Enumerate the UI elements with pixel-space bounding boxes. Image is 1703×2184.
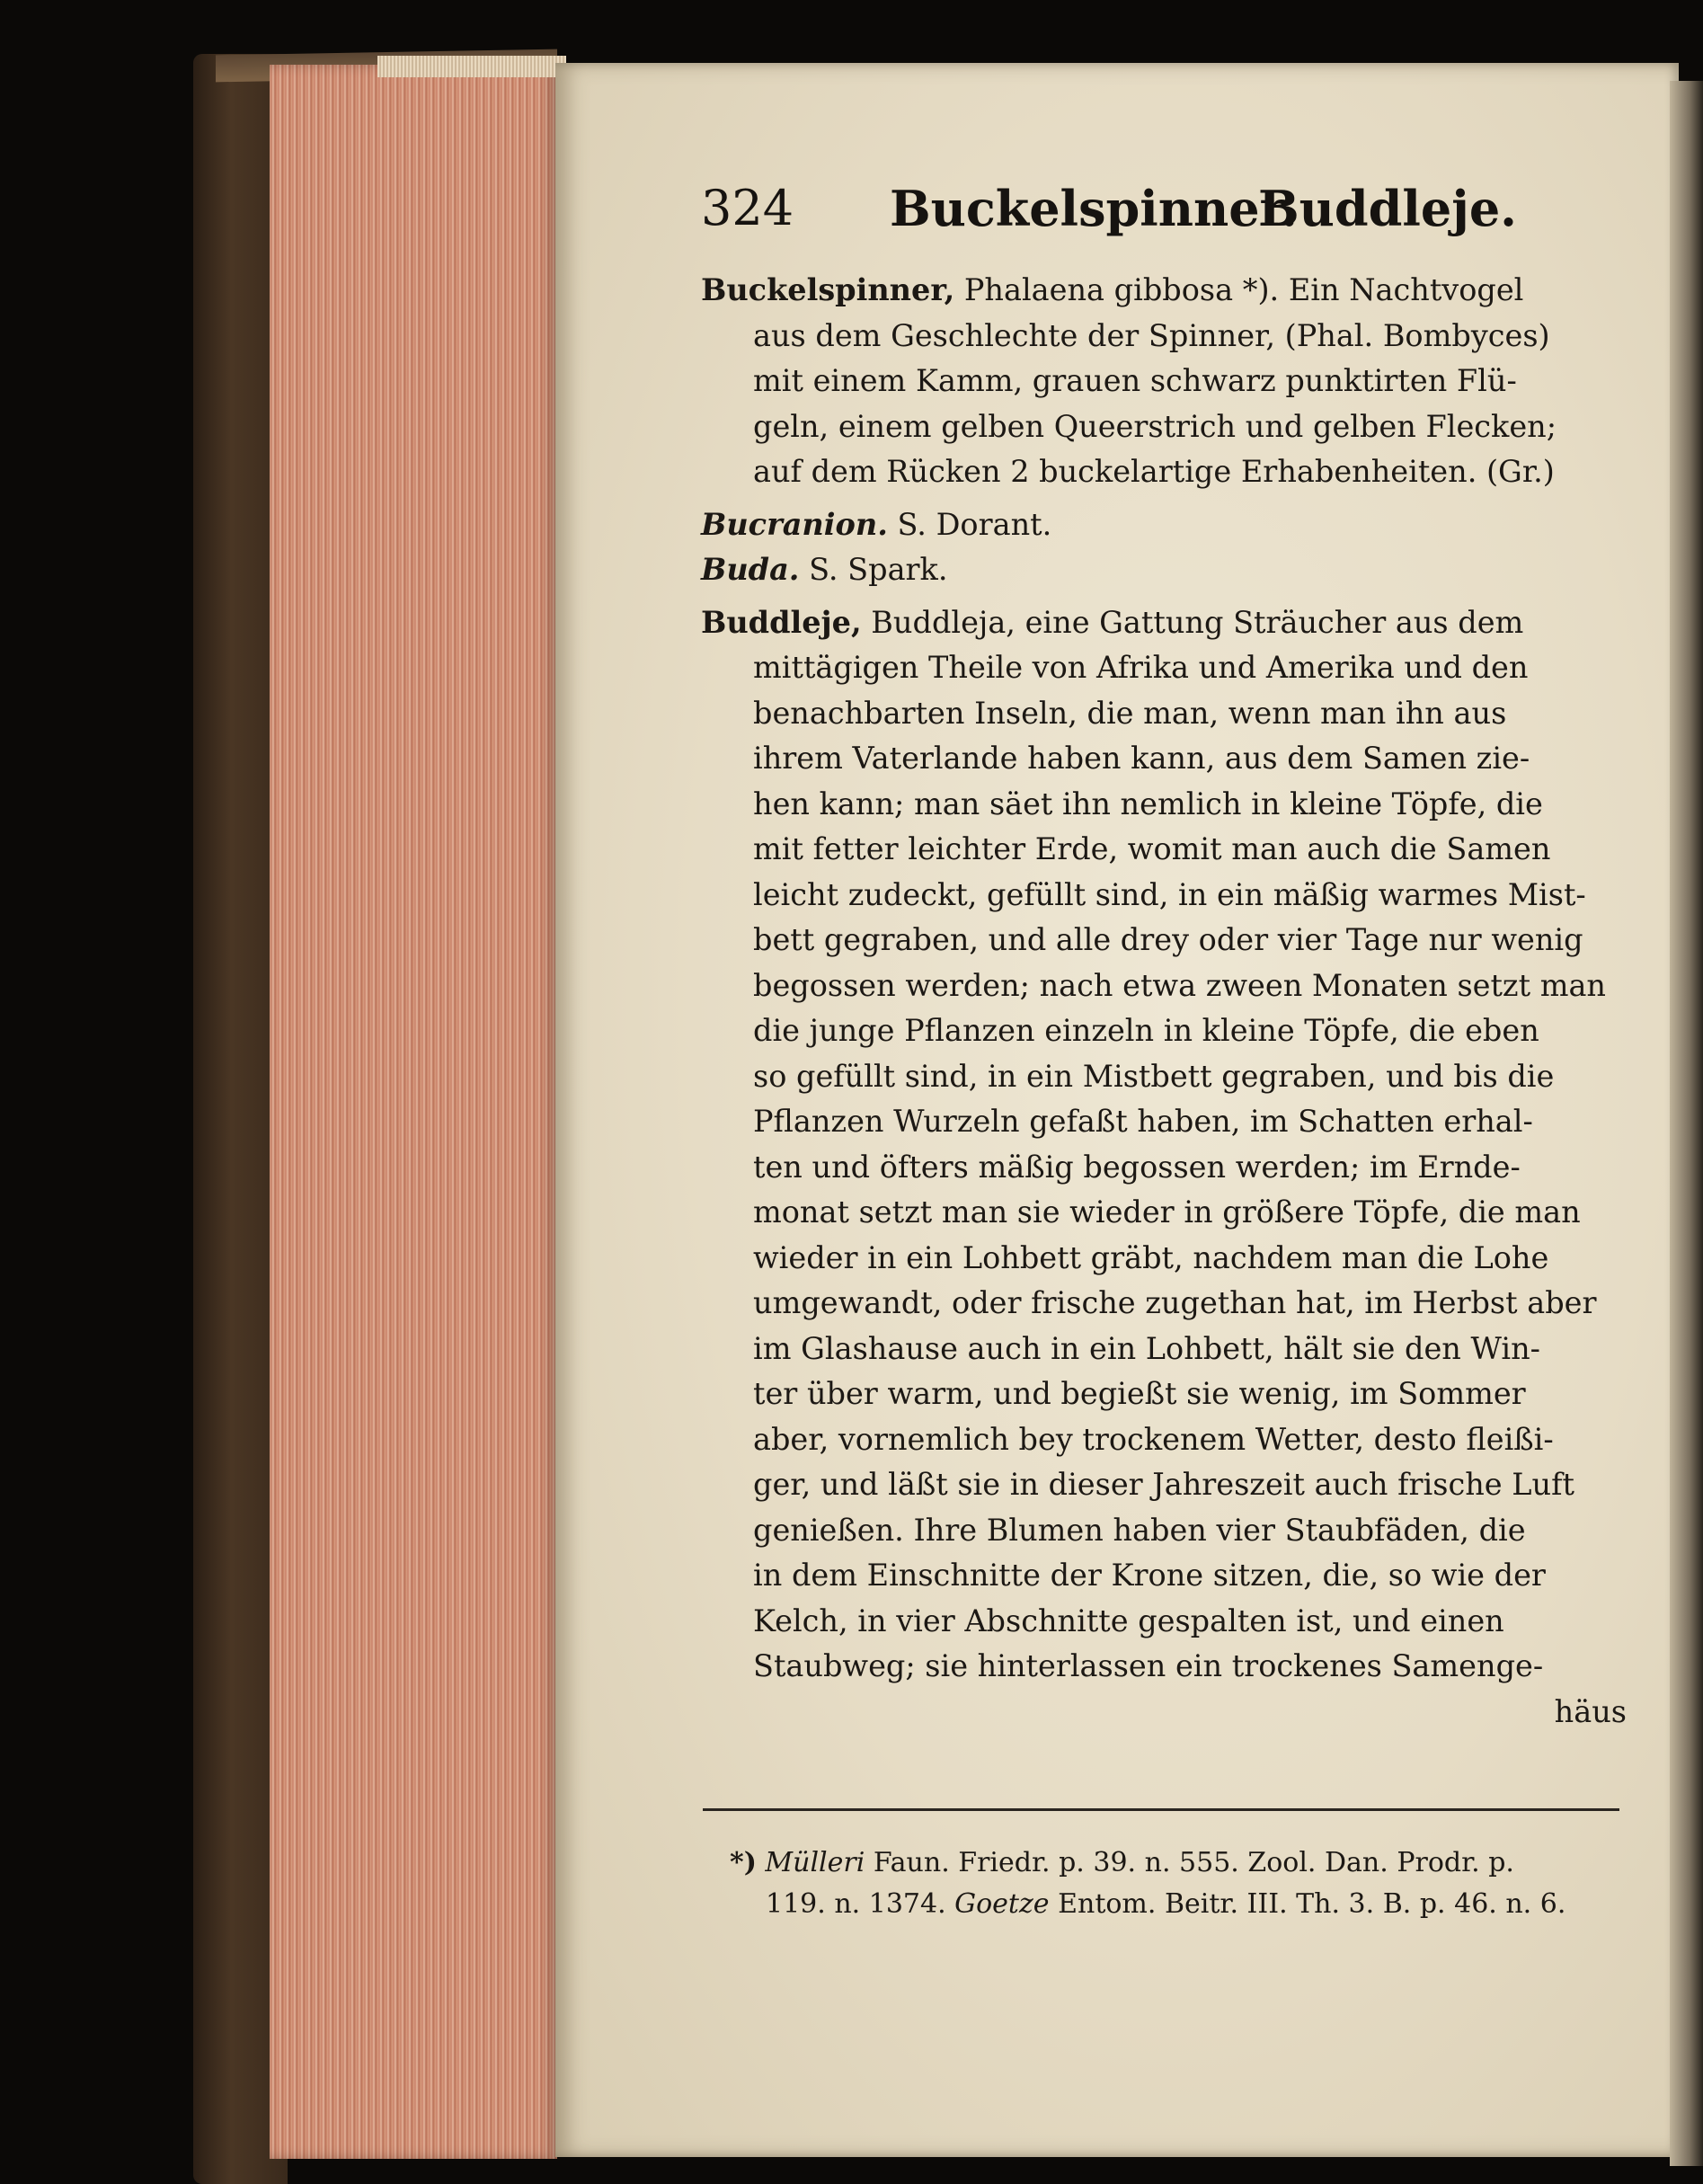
cross-reference: S. Spark.: [799, 552, 948, 587]
page-number: 324: [701, 180, 794, 236]
footnote: [730, 1842, 1628, 1925]
entry-text-line: Pflanzen Wurzeln gefaßt haben, im Schatten erhal-: [753, 1104, 1533, 1139]
entry-text-line: Kelch, in vier Abschnitte gespalten ist, und einen: [753, 1602, 1504, 1638]
entry-text-line: ten und öfters mäßig begossen werden; im Ernde-: [753, 1149, 1521, 1185]
entry-text-line: monat setzt man sie wieder in größere Töpfe, die man: [753, 1194, 1581, 1230]
entry-text-line: genießen. Ihre Blumen haben vier Staubfäden, die: [753, 1512, 1526, 1548]
entry-text-line: ger, und läßt sie in dieser Jahreszeit auch frische Luft: [753, 1467, 1574, 1502]
entry-text-line: geln, einem gelben Queerstrich und gelben Flecken;: [753, 408, 1557, 444]
entry-buddleje-line-1: [701, 600, 1627, 646]
entry-text-line: aus dem Geschlechte der Spinner, (Phal. Bombyces): [753, 317, 1550, 353]
footnote-author: Mülleri: [756, 1847, 865, 1878]
entry-text-line: bett gegraben, und alle drey oder vier Tage nur wenig: [753, 922, 1583, 957]
entry-buda: [701, 547, 1627, 593]
running-head-left: Buckelspinner.: [890, 180, 1298, 237]
entry-text-line: mittägigen Theile von Afrika und Amerika und den: [753, 650, 1529, 685]
entry-text-line: aber, vornemlich bey trockenem Wetter, desto fleißi-: [753, 1421, 1554, 1457]
footnote-text: Entom. Beitr. III. Th. 3. B. p. 46. n. 6.: [1049, 1888, 1566, 1920]
entry-text-line: die junge Pflanzen einzeln in kleine Töpfe, die eben: [753, 1013, 1539, 1048]
headword-buda: Buda.: [701, 552, 800, 587]
footnote-rule: [703, 1808, 1619, 1811]
entry-text: Phalaena gibbosa *). Ein Nachtvogel: [954, 272, 1524, 307]
entry-text-line: auf dem Rücken 2 buckelartige Erhabenheiten. (Gr.): [753, 454, 1555, 489]
entry-text-line: in dem Einschnitte der Krone sitzen, die, so wie der: [753, 1558, 1546, 1593]
footnote-text: Faun. Friedr. p. 39. n. 555. Zool. Dan. Prodr. p.: [865, 1847, 1514, 1878]
entry-text-line: umgewandt, oder frische zugethan hat, im Herbst aber: [753, 1285, 1597, 1320]
entry-text-line: ter über warm, und begießt sie wenig, im Sommer: [753, 1376, 1526, 1411]
page-edges: [270, 65, 557, 2159]
running-header: [701, 180, 1645, 252]
entry-text-line: mit einem Kamm, grauen schwarz punktirten Flü-: [753, 363, 1517, 398]
entry-text-line: mit fetter leichter Erde, womit man auch die Samen: [753, 831, 1551, 866]
running-head-right: Buddleje.: [1258, 180, 1517, 237]
entry-text: Buddleja, eine Gattung Sträucher aus dem: [861, 604, 1524, 640]
entry-text-line: im Glashause auch in ein Lohbett, hält sie den Win-: [753, 1330, 1540, 1366]
entry-text-line: wieder in ein Lohbett gräbt, nachdem man die Lohe: [753, 1239, 1549, 1275]
entry-text-line: benachbarten Inseln, die man, wenn man ihn aus: [753, 695, 1507, 731]
entry-text-line: Staubweg; sie hinterlassen ein trockenes Samenge-: [753, 1648, 1544, 1683]
entry-text-line: leicht zudeckt, gefüllt sind, in ein mäßig warmes Mist-: [753, 876, 1586, 912]
catchword: häus: [1554, 1693, 1627, 1729]
page-gutter: [1670, 81, 1703, 2166]
footnote-text: 119. n. 1374.: [766, 1888, 955, 1920]
footnote-mark: *): [730, 1847, 757, 1878]
headword-bucranion: Bucranion.: [701, 506, 888, 542]
footnote-author: Goetze: [954, 1888, 1050, 1920]
footnote-line-1: [730, 1842, 1628, 1884]
entry-buckelspinner-line-1: [701, 268, 1627, 314]
dictionary-body: [701, 268, 1627, 1735]
headword-buckelspinner: Buckelspinner,: [701, 272, 955, 307]
cross-reference: S. Dorant.: [887, 506, 1052, 542]
entry-bucranion: [701, 502, 1627, 548]
page-edges-top: [377, 56, 566, 77]
entry-text-line: so gefüllt sind, in ein Mistbett gegraben, und bis die: [753, 1058, 1555, 1094]
entry-text-line: ihrem Vaterlande haben kann, aus dem Samen zie-: [753, 741, 1530, 776]
entry-text-line: begossen werden; nach etwa zween Monaten setzt man: [753, 967, 1607, 1003]
footnote-line-2: [730, 1884, 1628, 1925]
entry-text-line: hen kann; man säet ihn nemlich in kleine Töpfe, die: [753, 786, 1543, 821]
headword-buddleje: Buddleje,: [701, 604, 862, 640]
